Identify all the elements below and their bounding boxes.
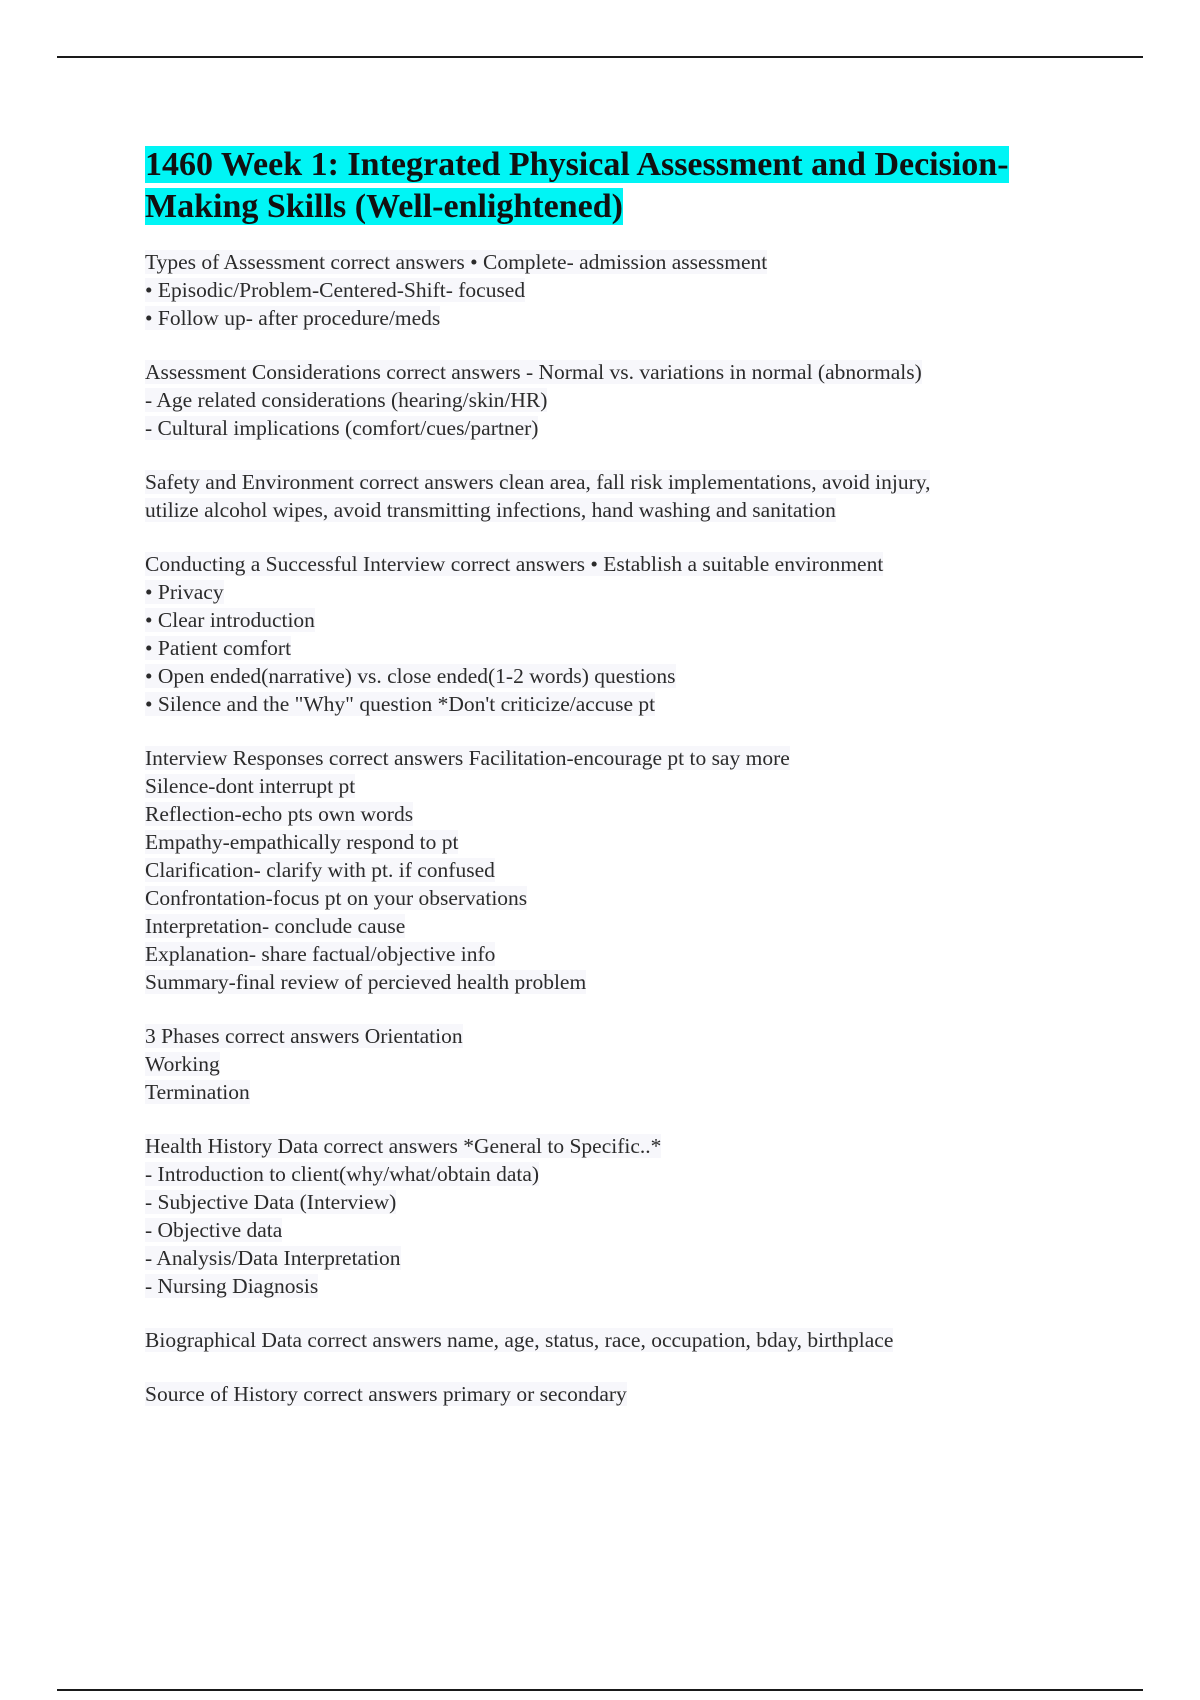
top-rule [57,56,1143,58]
text-line: Types of Assessment correct answers • Complete- admission assessment [145,250,768,274]
document-title [145,144,1085,228]
text-line: Interview Responses correct answers Facilitation-encourage pt to say more [145,746,790,770]
text-line: • Follow up- after procedure/meds [145,306,441,330]
text-line: - Cultural implications (comfort/cues/partner) [145,416,539,440]
text-line: • Episodic/Problem-Centered-Shift- focused [145,278,526,302]
text-line: Empathy-empathically respond to pt [145,830,459,854]
text-line: • Privacy [145,580,224,604]
text-line: Clarification- clarify with pt. if confused [145,858,495,882]
text-line: Explanation- share factual/objective info [145,942,496,966]
section-health-history-data [145,1132,1085,1300]
text-line: - Introduction to client(why/what/obtain data) [145,1162,540,1186]
text-line: - Analysis/Data Interpretation [145,1246,401,1270]
text-line: - Subjective Data (Interview) [145,1190,397,1214]
text-line: Source of History correct answers primary or secondary [145,1382,627,1406]
text-line: Conducting a Successful Interview correct answers • Establish a suitable environment [145,552,884,576]
section-conducting-interview [145,550,1085,718]
text-line: - Age related considerations (hearing/skin/HR) [145,388,548,412]
text-line: • Patient comfort [145,636,292,660]
text-line: Interpretation- conclude cause [145,914,406,938]
text-line: utilize alcohol wipes, avoid transmitting infections, hand washing and sanitation [145,498,836,522]
text-line: Confrontation-focus pt on your observations [145,886,528,910]
bottom-rule [57,1689,1143,1691]
text-line: Health History Data correct answers *General to Specific..* [145,1134,662,1158]
title-line-1: 1460 Week 1: Integrated Physical Assessment and Decision- [145,146,1009,183]
text-line: Safety and Environment correct answers clean area, fall risk implementations, avoid injury, [145,470,931,494]
section-assessment-considerations [145,358,1085,442]
section-interview-responses [145,744,1085,996]
text-line: • Clear introduction [145,608,315,632]
text-line: Working [145,1052,220,1076]
document-body [145,144,1085,1434]
text-line: - Objective data [145,1218,283,1242]
text-line: • Silence and the "Why" question *Don't criticize/accuse pt [145,692,656,716]
text-line: 3 Phases correct answers Orientation [145,1024,463,1048]
text-line: Termination [145,1080,250,1104]
text-line: - Nursing Diagnosis [145,1274,319,1298]
text-line: • Open ended(narrative) vs. close ended(1-2 words) questions [145,664,676,688]
text-line: Summary-final review of percieved health problem [145,970,587,994]
text-line: Reflection-echo pts own words [145,802,414,826]
section-types-of-assessment [145,248,1085,332]
section-source-of-history [145,1380,1085,1408]
section-biographical-data [145,1326,1085,1354]
section-three-phases [145,1022,1085,1106]
section-safety-and-environment [145,468,1085,524]
text-line: Biographical Data correct answers name, age, status, race, occupation, bday, birthplace [145,1328,894,1352]
text-line: Silence-dont interrupt pt [145,774,356,798]
title-line-2: Making Skills (Well-enlightened) [145,188,623,225]
text-line: Assessment Considerations correct answers - Normal vs. variations in normal (abnormals) [145,360,922,384]
